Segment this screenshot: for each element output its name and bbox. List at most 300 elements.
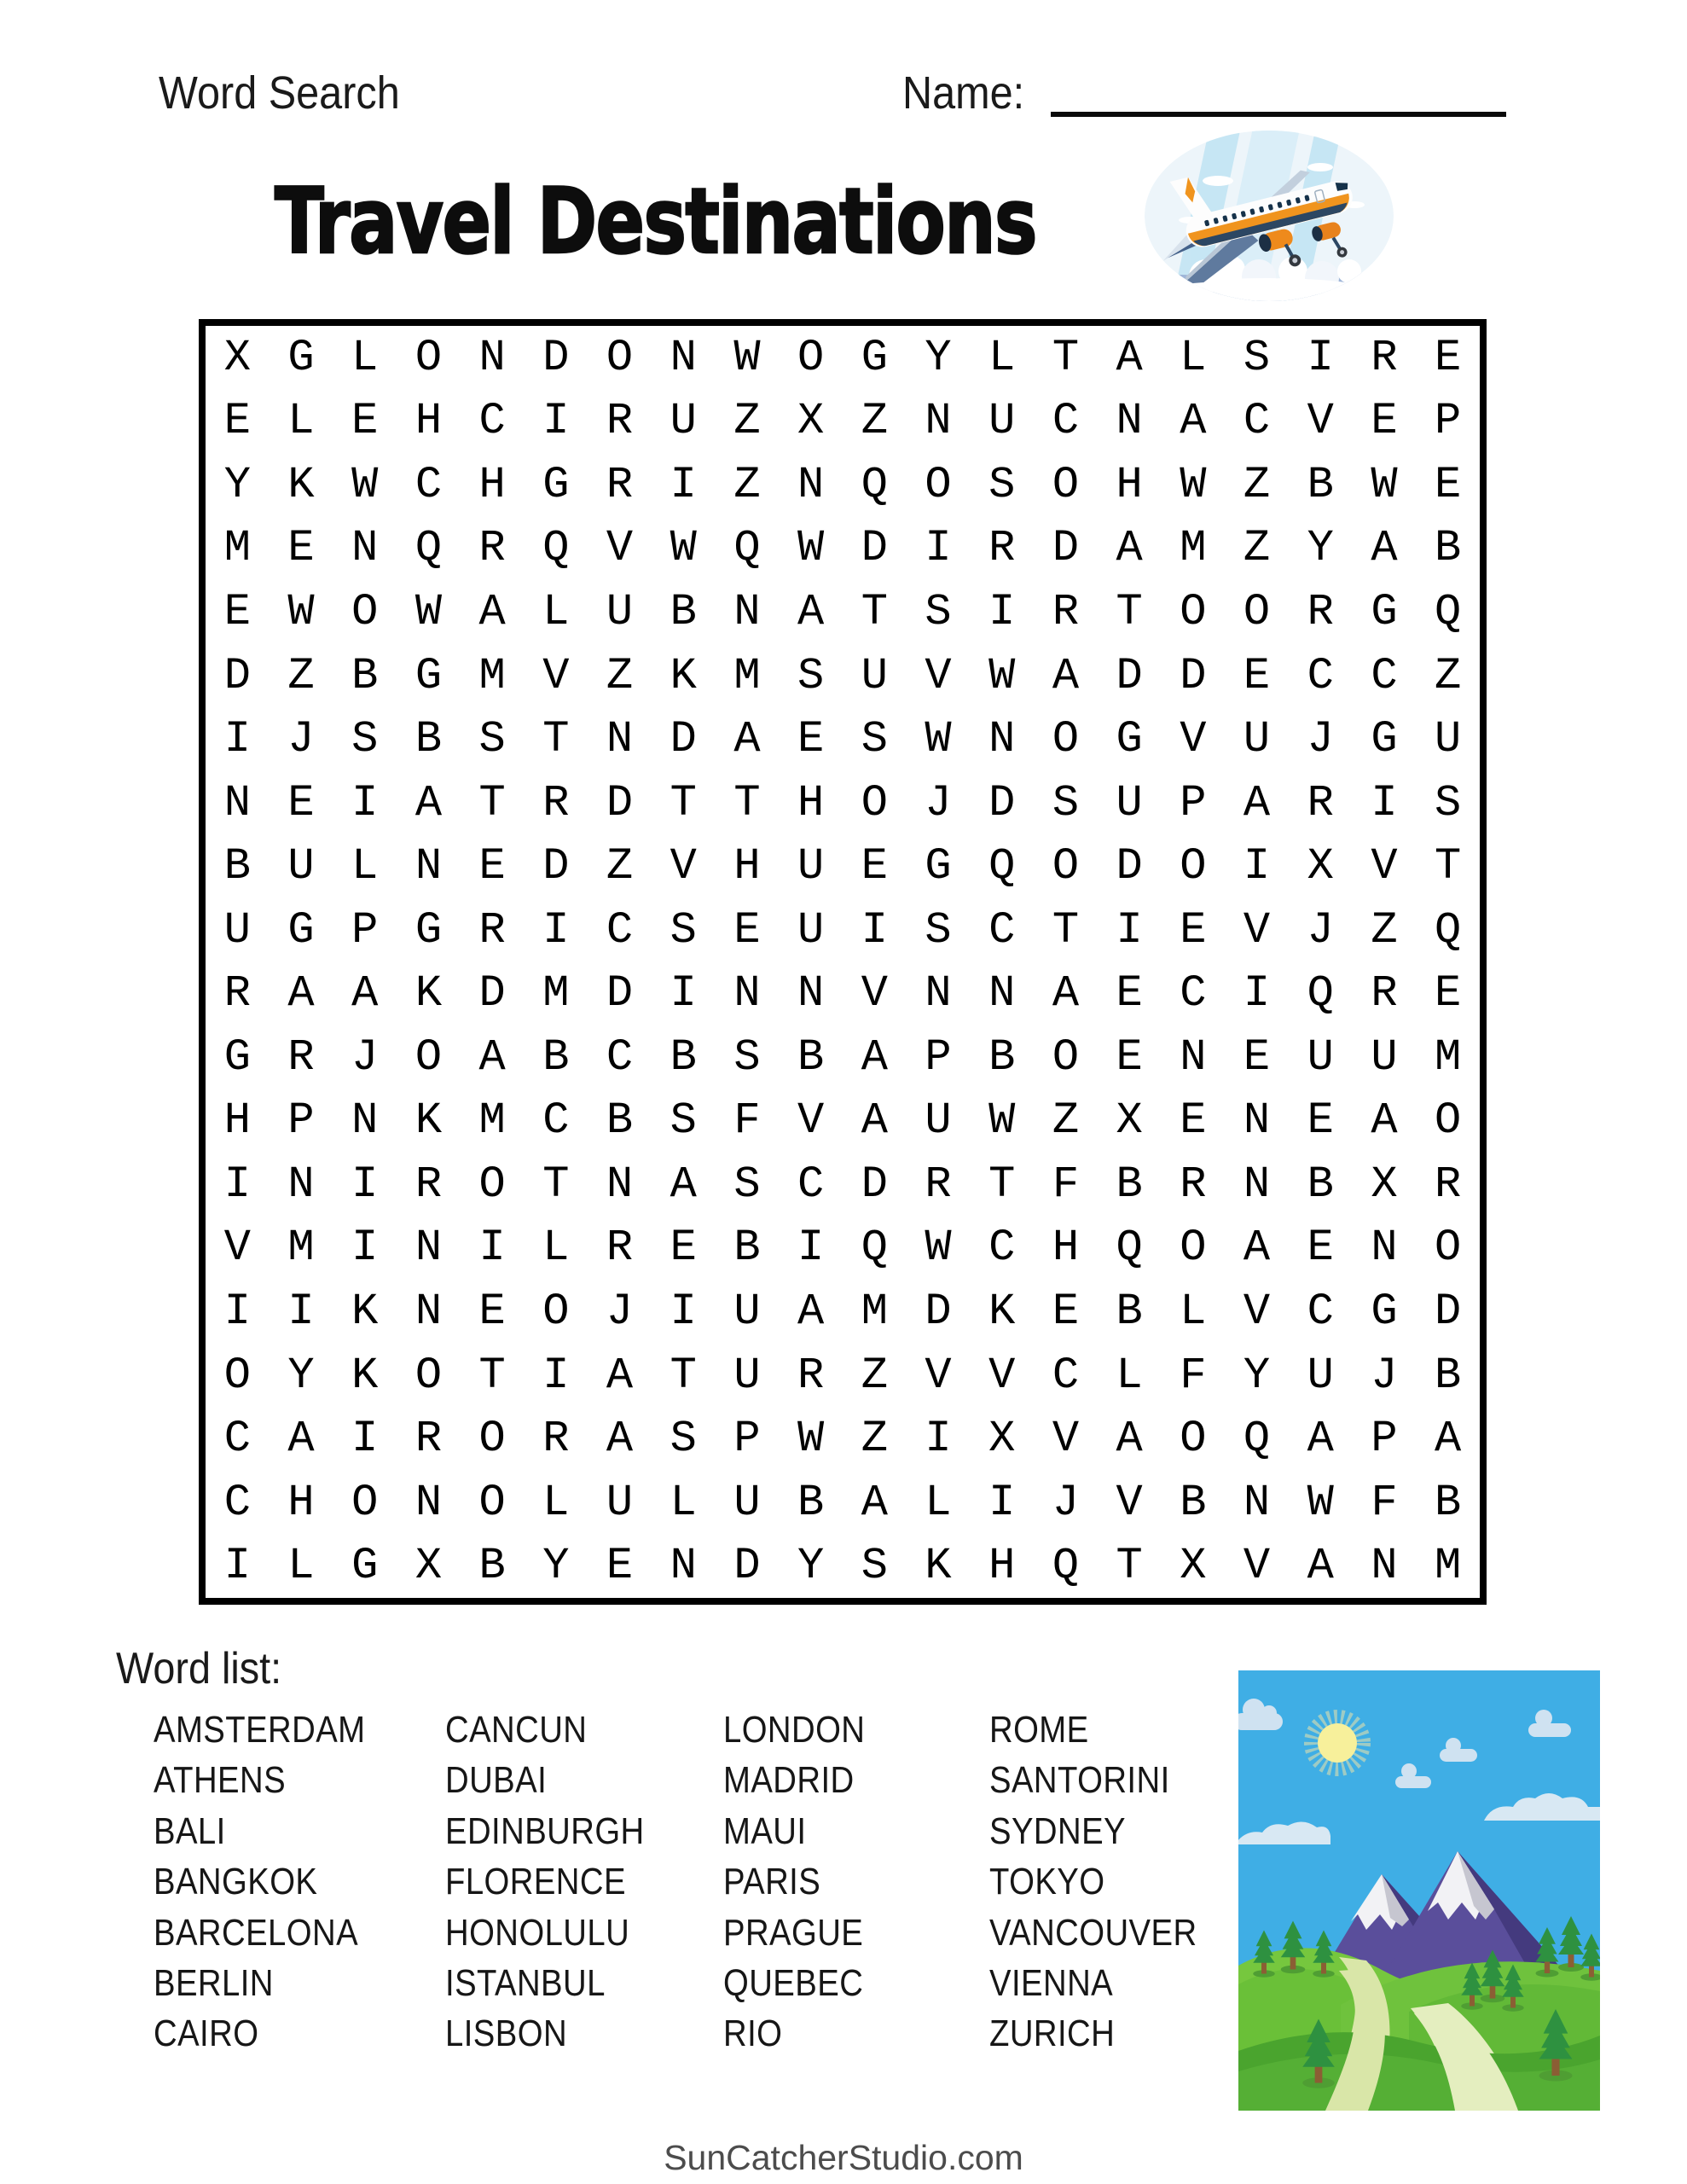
grid-letter: A xyxy=(351,968,379,1019)
grid-letter: R xyxy=(415,1414,443,1465)
grid-letter: B xyxy=(797,1031,825,1083)
grid-letter: T xyxy=(670,777,697,828)
grid-letter: S xyxy=(861,714,888,765)
grid-letter: H xyxy=(797,777,825,828)
grid-letter: N xyxy=(797,459,825,510)
grid-letter: E xyxy=(223,396,251,447)
grid-letter: W xyxy=(351,459,379,510)
word-list-item: BALI xyxy=(154,1809,226,1852)
grid-letter: A xyxy=(1371,523,1398,574)
grid-letter: V xyxy=(1307,396,1334,447)
grid-letter: O xyxy=(925,459,952,510)
grid-letter: I xyxy=(1307,332,1334,383)
grid-letter: Q xyxy=(988,841,1016,892)
grid-letter: N xyxy=(797,968,825,1019)
grid-letter: L xyxy=(670,1477,697,1528)
grid-letter: D xyxy=(542,332,570,383)
grid-letter: T xyxy=(478,1350,506,1401)
grid-letter: E xyxy=(670,1223,697,1274)
grid-letter: J xyxy=(1052,1477,1080,1528)
grid-letter: N xyxy=(415,1287,443,1338)
word-list-item: TOKYO xyxy=(989,1861,1105,1903)
grid-letter: E xyxy=(606,1541,634,1592)
word-list-label: Word list: xyxy=(116,1644,282,1693)
grid-letter: Y xyxy=(1307,523,1334,574)
grid-letter: K xyxy=(415,1095,443,1147)
grid-letter: H xyxy=(223,1095,251,1147)
word-list-item: LONDON xyxy=(723,1709,866,1751)
grid-letter: V xyxy=(1052,1414,1080,1465)
grid-letter: L xyxy=(1180,1287,1207,1338)
grid-letter: O xyxy=(1052,714,1080,765)
grid-letter: R xyxy=(223,968,251,1019)
grid-letter: B xyxy=(733,1223,761,1274)
mountain-scene-icon xyxy=(1238,1670,1600,2111)
grid-letter: R xyxy=(287,1031,315,1083)
grid-letter: Y xyxy=(1243,1350,1271,1401)
grid-letter: N xyxy=(478,332,506,383)
grid-letter: A xyxy=(287,1414,315,1465)
grid-letter: C xyxy=(1180,968,1207,1019)
grid-letter: A xyxy=(415,777,443,828)
grid-letter: E xyxy=(1435,332,1462,383)
grid-letter: Z xyxy=(1052,1095,1080,1147)
grid-letter: W xyxy=(988,650,1016,701)
grid-letter: O xyxy=(1052,1031,1080,1083)
grid-letter: N xyxy=(1180,1031,1207,1083)
grid-letter: E xyxy=(1243,650,1271,701)
grid-letter: S xyxy=(1243,332,1271,383)
grid-letter: Q xyxy=(1052,1541,1080,1592)
grid-letter: U xyxy=(988,396,1016,447)
grid-letter: B xyxy=(223,841,251,892)
grid-letter: O xyxy=(1180,841,1207,892)
grid-letter: C xyxy=(1371,650,1398,701)
grid-letter: N xyxy=(223,777,251,828)
grid-letter: O xyxy=(478,1159,506,1210)
grid-letter: A xyxy=(1371,1095,1398,1147)
grid-letter: N xyxy=(1243,1095,1271,1147)
grid-letter: E xyxy=(351,396,379,447)
grid-letter: C xyxy=(223,1477,251,1528)
word-list-item: VIENNA xyxy=(989,1962,1114,2005)
grid-letter: F xyxy=(1371,1477,1398,1528)
grid-letter: W xyxy=(925,1223,952,1274)
grid-letter: D xyxy=(1116,841,1143,892)
grid-letter: W xyxy=(733,332,761,383)
grid-letter: A xyxy=(1180,396,1207,447)
grid-letter: A xyxy=(478,1031,506,1083)
grid-letter: Q xyxy=(1307,968,1334,1019)
grid-letter: R xyxy=(478,523,506,574)
grid-letter: V xyxy=(1243,904,1271,956)
word-list-item: PRAGUE xyxy=(723,1911,864,1954)
grid-letter: E xyxy=(287,777,315,828)
grid-letter: N xyxy=(287,1159,315,1210)
grid-letter: V xyxy=(670,841,697,892)
grid-letter: V xyxy=(1243,1287,1271,1338)
grid-letter: U xyxy=(733,1350,761,1401)
grid-letter: T xyxy=(670,1350,697,1401)
grid-letter: D xyxy=(861,1159,888,1210)
grid-letter: B xyxy=(1180,1477,1207,1528)
grid-letter: I xyxy=(925,523,952,574)
grid-letter: J xyxy=(1371,1350,1398,1401)
grid-letter: C xyxy=(1243,396,1271,447)
grid-letter: V xyxy=(925,650,952,701)
grid-letter: S xyxy=(478,714,506,765)
grid-letter: I xyxy=(351,1223,379,1274)
grid-letter: B xyxy=(1435,523,1462,574)
grid-letter: A xyxy=(733,714,761,765)
grid-letter: N xyxy=(733,586,761,637)
grid-letter: O xyxy=(1180,1223,1207,1274)
grid-letter: U xyxy=(1307,1031,1334,1083)
grid-letter: O xyxy=(861,777,888,828)
grid-letter: N xyxy=(988,968,1016,1019)
grid-letter: M xyxy=(733,650,761,701)
grid-letter: X xyxy=(988,1414,1016,1465)
grid-letter: J xyxy=(351,1031,379,1083)
grid-letter: U xyxy=(733,1477,761,1528)
word-list-item: AMSTERDAM xyxy=(154,1709,366,1751)
grid-letter: A xyxy=(1243,1223,1271,1274)
landscape-illustration xyxy=(1238,1670,1600,2111)
grid-letter: L xyxy=(925,1477,952,1528)
grid-letter: M xyxy=(861,1287,888,1338)
grid-letter: T xyxy=(1116,1541,1143,1592)
grid-letter: D xyxy=(1435,1287,1462,1338)
grid-letter: B xyxy=(606,1095,634,1147)
grid-letter: O xyxy=(1180,586,1207,637)
grid-letter: N xyxy=(925,396,952,447)
airplane-illustration xyxy=(1139,126,1400,309)
grid-letter: I xyxy=(1243,968,1271,1019)
grid-letter: D xyxy=(478,968,506,1019)
grid-letter: L xyxy=(351,841,379,892)
word-list-item: SYDNEY xyxy=(989,1809,1127,1852)
grid-letter: A xyxy=(606,1350,634,1401)
grid-letter: U xyxy=(797,841,825,892)
grid-letter: B xyxy=(1307,1159,1334,1210)
grid-letter: O xyxy=(1435,1223,1462,1274)
grid-letter: S xyxy=(670,904,697,956)
grid-letter: G xyxy=(223,1031,251,1083)
grid-letter: R xyxy=(1180,1159,1207,1210)
grid-letter: R xyxy=(542,1414,570,1465)
grid-letter: K xyxy=(415,968,443,1019)
grid-letter: B xyxy=(478,1541,506,1592)
grid-letter: P xyxy=(287,1095,315,1147)
grid-letter: L xyxy=(287,1541,315,1592)
grid-letter: O xyxy=(606,332,634,383)
grid-letter: M xyxy=(1435,1031,1462,1083)
page-title: Word Search xyxy=(159,67,400,119)
grid-letter: E xyxy=(1180,904,1207,956)
grid-letter: U xyxy=(287,841,315,892)
grid-letter: N xyxy=(1371,1541,1398,1592)
grid-letter: C xyxy=(1052,396,1080,447)
word-list-item: ZURICH xyxy=(989,2013,1116,2055)
grid-letter: B xyxy=(1116,1159,1143,1210)
grid-letter: R xyxy=(1435,1159,1462,1210)
footer-site-credit: SunCatcherStudio.com xyxy=(664,2138,1023,2177)
grid-letter: R xyxy=(1052,586,1080,637)
grid-letter: C xyxy=(988,904,1016,956)
grid-letter: R xyxy=(1371,332,1398,383)
grid-letter: W xyxy=(1371,459,1398,510)
grid-letter: Z xyxy=(606,650,634,701)
grid-letter: S xyxy=(988,459,1016,510)
word-list-item: VANCOUVER xyxy=(989,1911,1197,1954)
grid-letter: X xyxy=(1371,1159,1398,1210)
word-list-column-2 xyxy=(445,1705,645,2059)
grid-letter: Y xyxy=(223,459,251,510)
grid-letter: O xyxy=(415,332,443,383)
word-list-item: MADRID xyxy=(723,1759,855,1802)
grid-letter: E xyxy=(1052,1287,1080,1338)
grid-letter: E xyxy=(1116,968,1143,1019)
grid-letter: P xyxy=(733,1414,761,1465)
grid-letter: C xyxy=(988,1223,1016,1274)
grid-letter: R xyxy=(988,523,1016,574)
grid-letter: O xyxy=(1435,1095,1462,1147)
grid-letter: O xyxy=(797,332,825,383)
grid-letter: P xyxy=(1371,1414,1398,1465)
grid-letter: I xyxy=(988,586,1016,637)
grid-letter: I xyxy=(1243,841,1271,892)
grid-letter: I xyxy=(797,1223,825,1274)
puzzle-title: Travel Destinations xyxy=(275,169,1036,274)
grid-letter: E xyxy=(478,1287,506,1338)
grid-letter: B xyxy=(351,650,379,701)
grid-letter: J xyxy=(1307,714,1334,765)
grid-letter: I xyxy=(287,1287,315,1338)
grid-letter: Z xyxy=(861,1414,888,1465)
grid-letter: X xyxy=(223,332,251,383)
grid-letter: D xyxy=(988,777,1016,828)
grid-letter: A xyxy=(478,586,506,637)
grid-letter: I xyxy=(670,1287,697,1338)
grid-letter: M xyxy=(1435,1541,1462,1592)
grid-letter: N xyxy=(1243,1159,1271,1210)
grid-letter: K xyxy=(988,1287,1016,1338)
grid-letter: P xyxy=(925,1031,952,1083)
grid-letter: U xyxy=(925,1095,952,1147)
grid-letter: O xyxy=(1243,586,1271,637)
grid-letter: U xyxy=(733,1287,761,1338)
grid-letter: H xyxy=(287,1477,315,1528)
word-list-item: DUBAI xyxy=(445,1759,548,1802)
grid-letter: N xyxy=(606,1159,634,1210)
grid-letter: Y xyxy=(797,1541,825,1592)
grid-letter: W xyxy=(797,1414,825,1465)
grid-letter: I xyxy=(1371,777,1398,828)
grid-letter: N xyxy=(733,968,761,1019)
word-list-item: BARCELONA xyxy=(154,1911,359,1954)
grid-letter: S xyxy=(797,650,825,701)
airplane-icon xyxy=(1139,126,1400,309)
grid-letter: X xyxy=(415,1541,443,1592)
grid-letter: U xyxy=(1307,1350,1334,1401)
grid-letter: I xyxy=(542,1350,570,1401)
grid-letter: W xyxy=(287,586,315,637)
grid-letter: S xyxy=(670,1414,697,1465)
grid-letter: B xyxy=(415,714,443,765)
grid-letter: Q xyxy=(1435,904,1462,956)
grid-letter: A xyxy=(606,1414,634,1465)
grid-letter: A xyxy=(797,586,825,637)
grid-letter: A xyxy=(1116,332,1143,383)
grid-letter: J xyxy=(925,777,952,828)
grid-letter: K xyxy=(351,1350,379,1401)
grid-letter: B xyxy=(670,1031,697,1083)
word-list-item: RIO xyxy=(723,2013,783,2055)
grid-letter: U xyxy=(1116,777,1143,828)
grid-letter: H xyxy=(1116,459,1143,510)
grid-letter: A xyxy=(287,968,315,1019)
grid-letter: P xyxy=(1435,396,1462,447)
grid-letter: E xyxy=(1116,1031,1143,1083)
word-list-item: ROME xyxy=(989,1709,1089,1751)
grid-letter: U xyxy=(606,586,634,637)
grid-letter: N xyxy=(925,968,952,1019)
grid-letter: V xyxy=(925,1350,952,1401)
grid-letter: A xyxy=(1052,650,1080,701)
grid-letter: I xyxy=(223,1287,251,1338)
grid-letter: C xyxy=(797,1159,825,1210)
grid-letter: L xyxy=(542,1477,570,1528)
grid-letter: O xyxy=(1052,459,1080,510)
grid-letter: K xyxy=(670,650,697,701)
grid-letter: E xyxy=(1307,1223,1334,1274)
word-search-grid xyxy=(199,319,1487,1605)
grid-letter: T xyxy=(1435,841,1462,892)
word-list-item: ISTANBUL xyxy=(445,1962,606,2005)
grid-letter: O xyxy=(1052,841,1080,892)
word-list-column-4 xyxy=(989,1705,1197,2059)
grid-letter: T xyxy=(861,586,888,637)
grid-letter: N xyxy=(1371,1223,1398,1274)
grid-letter: C xyxy=(606,1031,634,1083)
grid-letter: K xyxy=(925,1541,952,1592)
grid-letter: H xyxy=(1052,1223,1080,1274)
grid-letter: S xyxy=(925,904,952,956)
grid-letter: B xyxy=(670,586,697,637)
grid-letter: Q xyxy=(861,1223,888,1274)
grid-letter: S xyxy=(1435,777,1462,828)
grid-letter: Z xyxy=(1435,650,1462,701)
grid-letter: A xyxy=(861,1095,888,1147)
grid-letter: M xyxy=(1180,523,1207,574)
word-list-item: EDINBURGH xyxy=(445,1809,645,1852)
grid-letter: R xyxy=(415,1159,443,1210)
grid-letter: I xyxy=(925,1414,952,1465)
grid-letter: Q xyxy=(733,523,761,574)
grid-letter: Z xyxy=(733,396,761,447)
grid-letter: N xyxy=(988,714,1016,765)
grid-letter: S xyxy=(733,1031,761,1083)
word-list-item: QUEBEC xyxy=(723,1962,864,2005)
grid-letter: N xyxy=(606,714,634,765)
grid-letter: P xyxy=(1180,777,1207,828)
grid-letter: G xyxy=(287,904,315,956)
grid-letter: O xyxy=(478,1414,506,1465)
grid-letter: C xyxy=(1052,1350,1080,1401)
grid-letter: N xyxy=(415,1477,443,1528)
grid-letter: P xyxy=(351,904,379,956)
grid-letter: O xyxy=(1180,1414,1207,1465)
grid-letter: V xyxy=(1116,1477,1143,1528)
grid-letter: C xyxy=(478,396,506,447)
grid-letter: F xyxy=(1180,1350,1207,1401)
grid-letter: O xyxy=(542,1287,570,1338)
grid-letter: A xyxy=(797,1287,825,1338)
word-list-column-3 xyxy=(723,1705,865,2059)
grid-letter: T xyxy=(542,714,570,765)
grid-letter: Z xyxy=(606,841,634,892)
grid-letter: S xyxy=(351,714,379,765)
grid-letter: U xyxy=(606,1477,634,1528)
grid-letter: E xyxy=(1307,1095,1334,1147)
grid-letter: C xyxy=(415,459,443,510)
grid-letter: I xyxy=(351,1414,379,1465)
grid-letter: I xyxy=(861,904,888,956)
grid-letter: G xyxy=(861,332,888,383)
grid-letter: Z xyxy=(1243,523,1271,574)
grid-letter: N xyxy=(415,841,443,892)
grid-letter: C xyxy=(1307,650,1334,701)
grid-letter: W xyxy=(1307,1477,1334,1528)
grid-letter: M xyxy=(287,1223,315,1274)
grid-letter: W xyxy=(415,586,443,637)
grid-letter: G xyxy=(1371,714,1398,765)
grid-letter: R xyxy=(606,459,634,510)
grid-letter: I xyxy=(351,1159,379,1210)
grid-letter: V xyxy=(797,1095,825,1147)
grid-letter: G xyxy=(925,841,952,892)
grid-letter: Y xyxy=(287,1350,315,1401)
grid-letter: D xyxy=(1180,650,1207,701)
grid-letter: U xyxy=(1243,714,1271,765)
word-list-item: CANCUN xyxy=(445,1709,588,1751)
grid-letter: C xyxy=(542,1095,570,1147)
grid-letter: T xyxy=(1116,586,1143,637)
grid-letter: E xyxy=(1180,1095,1207,1147)
grid-letter: A xyxy=(1116,523,1143,574)
grid-letter: B xyxy=(797,1477,825,1528)
grid-letter: V xyxy=(223,1223,251,1274)
grid-letter: F xyxy=(1052,1159,1080,1210)
grid-letter: O xyxy=(351,1477,379,1528)
grid-letter: T xyxy=(478,777,506,828)
grid-letter: I xyxy=(670,459,697,510)
grid-letter: R xyxy=(1371,968,1398,1019)
grid-letter: N xyxy=(670,1541,697,1592)
word-list-item: MAUI xyxy=(723,1809,807,1852)
word-list-item: ATHENS xyxy=(154,1759,287,1802)
grid-letter: Q xyxy=(415,523,443,574)
grid-letter: Q xyxy=(1435,586,1462,637)
grid-letter: O xyxy=(415,1031,443,1083)
grid-letter: E xyxy=(1371,396,1398,447)
grid-letter: D xyxy=(1052,523,1080,574)
grid-letter: N xyxy=(1116,396,1143,447)
grid-letter: A xyxy=(1307,1414,1334,1465)
grid-letter: B xyxy=(1307,459,1334,510)
grid-letter: T xyxy=(988,1159,1016,1210)
grid-letter: L xyxy=(988,332,1016,383)
